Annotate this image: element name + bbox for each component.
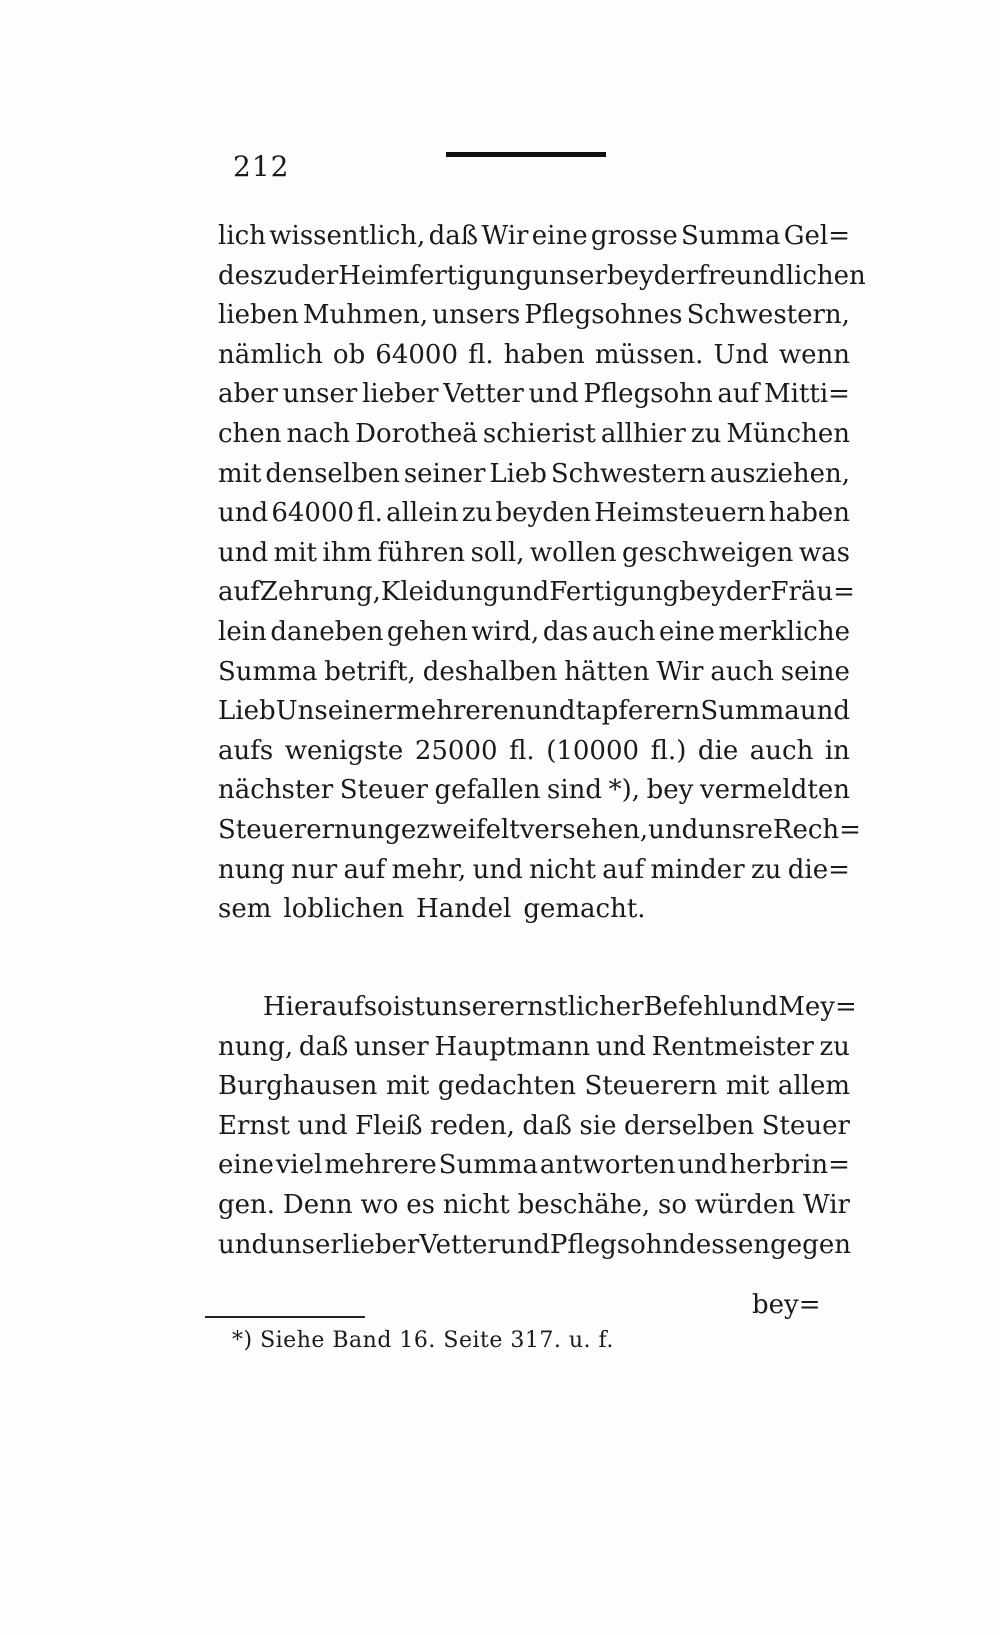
text-line: eine viel mehrere Summa antworten und herbrin= — [218, 1150, 850, 1181]
footnote: *) Siehe Band 16. Seite 317. u. f. — [232, 1328, 614, 1353]
header-rule — [446, 152, 606, 157]
text-line: auf Zehrung, Kleidung und Fertigung beyder Fräu= — [218, 577, 855, 608]
text-line: sem loblichen Handel gemacht. — [218, 894, 646, 925]
paragraph-2 — [218, 988, 857, 1265]
paragraph-1 — [218, 217, 866, 930]
text-line: Hierauf so ist unser ernstlicher Befehl und Mey= — [263, 992, 857, 1022]
text-line: Steuerern ungezweifelt versehen, und unsre Rech= — [218, 814, 861, 845]
text-line: lein daneben gehen wird, das auch eine merkliche — [218, 616, 850, 647]
text-line: lieben Muhmen, unsers Pflegsohnes Schwestern, — [218, 300, 850, 331]
text-line: nächster Steuer gefallen sind *), bey vermeldten — [218, 775, 850, 806]
page-number: 212 — [233, 150, 290, 183]
text-line: chen nach Dorotheä schierist allhier zu München — [218, 418, 850, 449]
text-line: aufs wenigste 25000 fl. (10000 fl.) die auch in — [218, 735, 850, 766]
footnote-rule — [205, 1316, 365, 1318]
text-line: und 64000 fl. allein zu beyden Heimsteuern haben — [218, 498, 850, 529]
text-line: nung nur auf mehr, und nicht auf minder zu die= — [218, 854, 850, 885]
text-line: mit denselben seiner Lieb Schwestern ausziehen, — [218, 458, 850, 489]
catchword: bey= — [752, 1290, 821, 1320]
text-line: Lieb Uns einer mehreren und tapferern Summa und — [218, 696, 850, 727]
text-line: aber unser lieber Vetter und Pflegsohn auf Mitti= — [218, 379, 850, 410]
text-line: lich wissentlich, daß Wir eine grosse Summa Gel= — [218, 221, 850, 251]
text-line: nämlich ob 64000 fl. haben müssen. Und wenn — [218, 339, 850, 370]
text-line: des zu der Heimfertigung unser beyder freundlichen — [218, 260, 866, 291]
text-line: und mit ihm führen soll, wollen geschweigen was — [218, 537, 850, 568]
text-line: gen. Denn wo es nicht beschähe, so würden Wir — [218, 1189, 850, 1220]
text-line: Summa betrift, deshalben hätten Wir auch seine — [218, 656, 850, 687]
text-line: und unser lieber Vetter und Pflegsohn dessen gegen — [218, 1229, 851, 1260]
text-line: Burghausen mit gedachten Steuerern mit allem — [218, 1071, 850, 1102]
text-line: Ernst und Fleiß reden, daß sie derselben Steuer — [218, 1110, 850, 1141]
text-line: nung, daß unser Hauptmann und Rentmeister zu — [218, 1031, 850, 1062]
